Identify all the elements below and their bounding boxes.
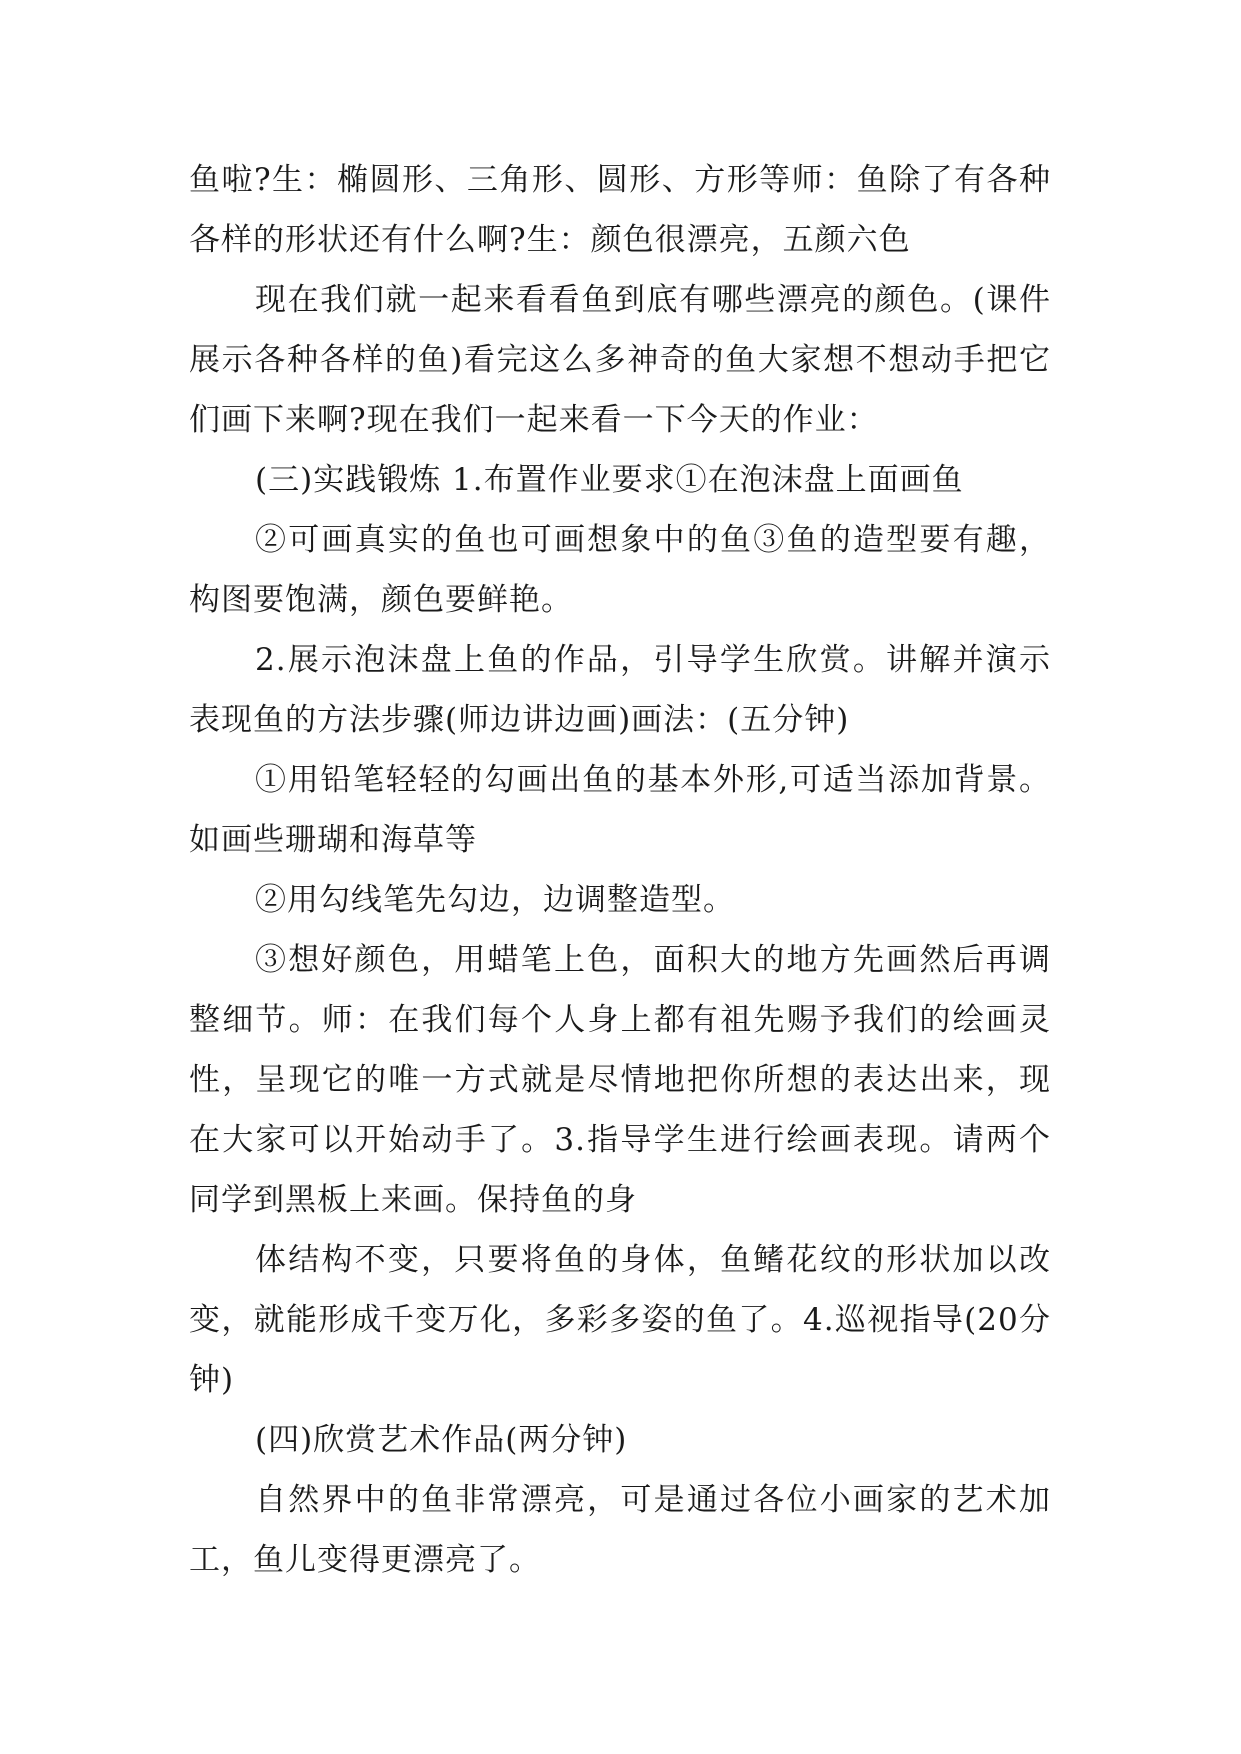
paragraph: ②用勾线笔先勾边，边调整造型。 (255, 882, 735, 918)
paragraph: 自然界中的鱼非常漂亮，可是通过各位小画家的艺术加工，鱼儿变得更漂亮了。 (189, 1482, 1051, 1578)
paragraph: 2.展示泡沫盘上鱼的作品，引导学生欣赏。讲解并演示表现鱼的方法步骤(师边讲边画)画法：(五分钟) (189, 642, 1051, 738)
paragraph: (四)欣赏艺术作品(两分钟) (255, 1422, 628, 1458)
paragraph: 体结构不变，只要将鱼的身体，鱼鳍花纹的形状加以改变，就能形成千变万化，多彩多姿的鱼了。4.巡视指导(20分钟) (189, 1242, 1051, 1398)
paragraph: 鱼啦?生：椭圆形、三角形、圆形、方形等师：鱼除了有各种各样的形状还有什么啊?生：颜色很漂亮，五颜六色 (189, 162, 1051, 258)
paragraph: (三)实践锻炼 1.布置作业要求①在泡沫盘上面画鱼 (255, 462, 964, 498)
paragraph: 现在我们就一起来看看鱼到底有哪些漂亮的颜色。(课件展示各种各样的鱼)看完这么多神奇的鱼大家想不想动手把它们画下来啊?现在我们一起来看一下今天的作业： (189, 282, 1051, 438)
document-body (189, 150, 1051, 1590)
paragraph: ③想好颜色，用蜡笔上色，面积大的地方先画然后再调整细节。师：在我们每个人身上都有祖先赐予我们的绘画灵性，呈现它的唯一方式就是尽情地把你所想的表达出来，现在大家可以开始动手了。3.指导学生进行绘画表现。请两个同学到黑板上来画。保持鱼的身 (189, 942, 1051, 1218)
paragraph: ①用铅笔轻轻的勾画出鱼的基本外形,可适当添加背景。如画些珊瑚和海草等 (189, 762, 1051, 858)
paragraph: ②可画真实的鱼也可画想象中的鱼③鱼的造型要有趣，构图要饱满，颜色要鲜艳。 (189, 522, 1051, 618)
